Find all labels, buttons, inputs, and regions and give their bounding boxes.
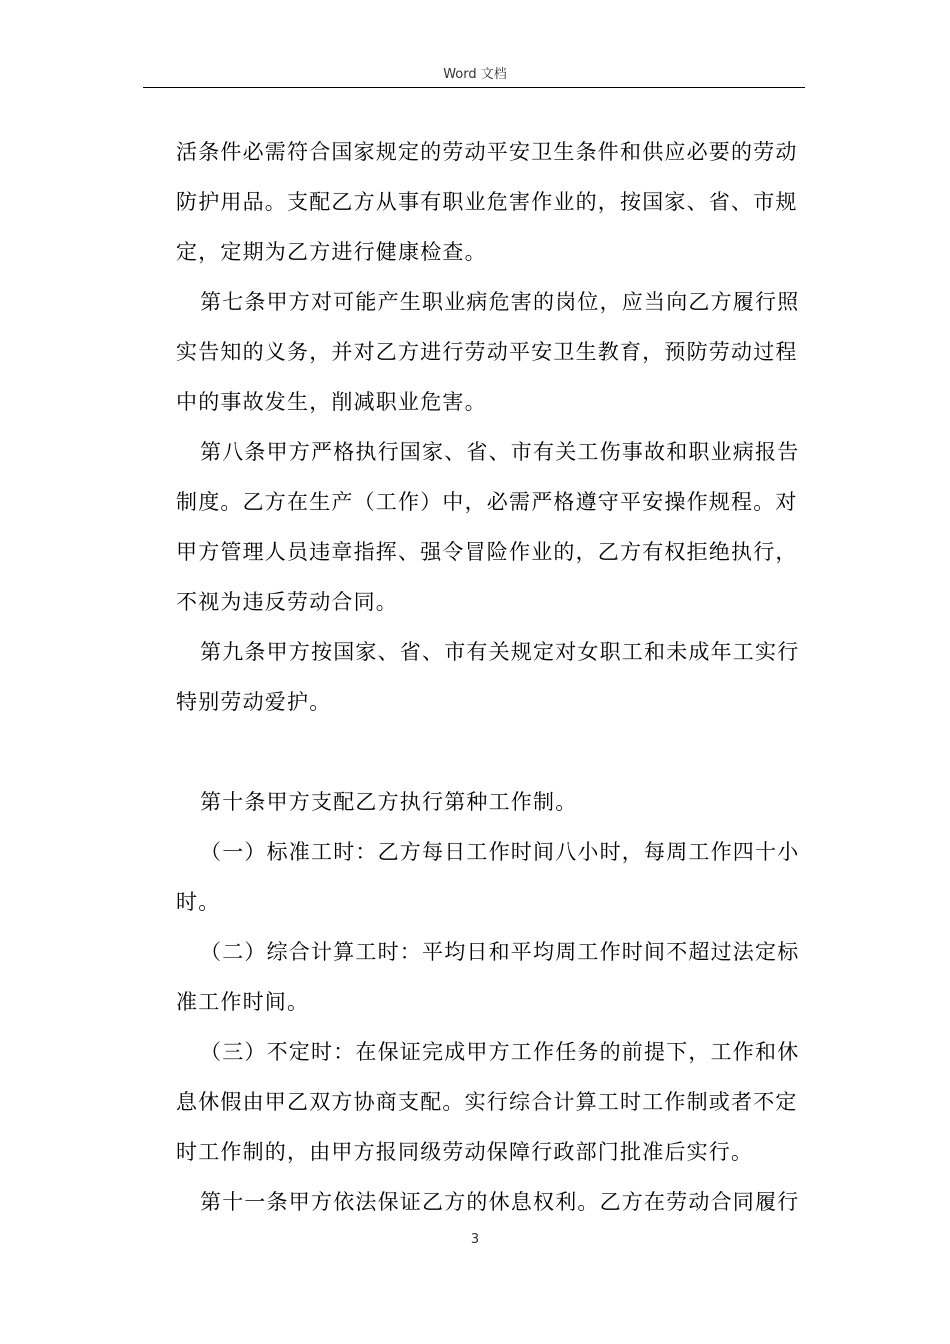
paragraph-1: 活条件必需符合国家规定的劳动平安卫生条件和供应必要的劳动防护用品。支配乙方从事有职业危害作业的，按国家、省、市规定，定期为乙方进行健康检查。 — [176, 140, 798, 264]
paragraph-item-2: （二）综合计算工时：平均日和平均周工作时间不超过法定标准工作时间。 — [176, 940, 800, 1014]
paragraph-article-9: 第九条甲方按国家、省、市有关规定对女职工和未成年工实行特别劳动爱护。 — [176, 640, 800, 714]
paragraph-article-8: 第八条甲方严格执行国家、省、市有关工伤事故和职业病报告制度。乙方在生产（工作）中，必需严格遵守平安操作规程。对甲方管理人员违章指挥、强令冒险作业的，乙方有权拒绝执行，不视为违反劳动合同。 — [176, 440, 800, 614]
paragraph-article-10: 第十条甲方支配乙方执行第种工作制。 — [200, 790, 578, 814]
page-header-title: Word 文档 — [443, 67, 507, 82]
header-divider — [143, 87, 805, 88]
paragraph-article-7: 第七条甲方对可能产生职业病危害的岗位，应当向乙方履行照实告知的义务，并对乙方进行劳动平安卫生教育，预防劳动过程中的事故发生，削减职业危害。 — [176, 290, 800, 414]
paragraph-article-11: 第十一条甲方依法保证乙方的休息权利。乙方在劳动合同履行 — [200, 1190, 800, 1214]
page-number: 3 — [470, 1232, 480, 1247]
document-body — [176, 127, 806, 1227]
paragraph-item-3: （三）不定时：在保证完成甲方工作任务的前提下，工作和休息休假由甲乙双方协商支配。实行综合计算工时工作制或者不定时工作制的，由甲方报同级劳动保障行政部门批准后实行。 — [176, 1040, 800, 1164]
blank-line — [176, 727, 806, 777]
paragraph-item-1: （一）标准工时：乙方每日工作时间八小时，每周工作四十小时。 — [176, 840, 800, 914]
